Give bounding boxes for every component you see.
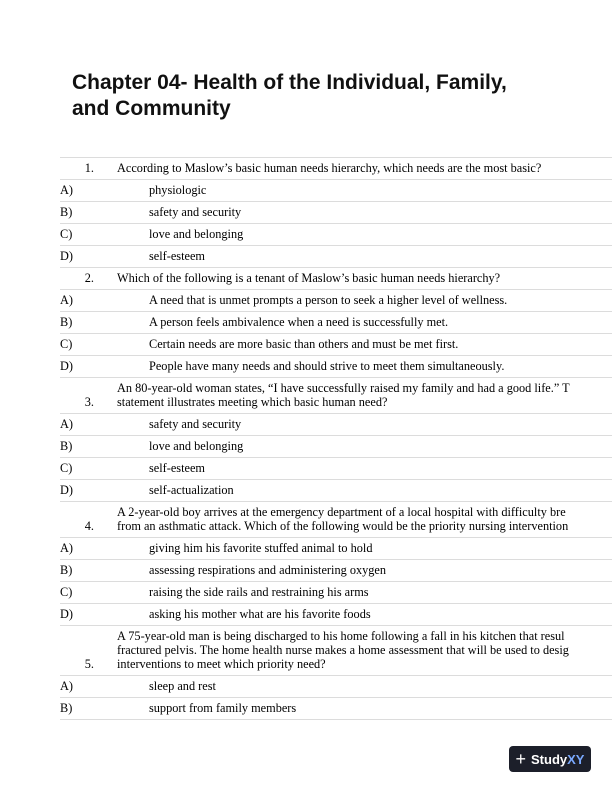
question-table bbox=[60, 157, 612, 720]
question-text-line: fractured pelvis. The home health nurse makes a home assessment that will be used to desig bbox=[117, 643, 569, 657]
question-text bbox=[117, 381, 570, 409]
option-row bbox=[60, 311, 612, 333]
option-row bbox=[60, 333, 612, 355]
option-label: C) bbox=[60, 461, 73, 475]
option-row bbox=[60, 179, 612, 201]
option-label: A) bbox=[60, 293, 73, 307]
question-row bbox=[60, 625, 612, 675]
option-row bbox=[60, 457, 612, 479]
option-label: A) bbox=[60, 541, 73, 555]
option-label: A) bbox=[60, 679, 73, 693]
question-text bbox=[117, 161, 541, 175]
option-label: C) bbox=[60, 337, 73, 351]
option-text: asking his mother what are his favorite foods bbox=[149, 607, 371, 621]
question-text bbox=[117, 505, 568, 533]
question-text-line: interventions to meet which priority need? bbox=[117, 657, 326, 671]
question-row bbox=[60, 267, 612, 289]
option-row bbox=[60, 537, 612, 559]
option-text: self-esteem bbox=[149, 461, 205, 475]
question-text-line: statement illustrates meeting which basic human need? bbox=[117, 395, 388, 409]
option-row bbox=[60, 413, 612, 435]
option-row bbox=[60, 603, 612, 625]
option-label: B) bbox=[60, 205, 73, 219]
question-row bbox=[60, 501, 612, 537]
option-row bbox=[60, 223, 612, 245]
option-label: D) bbox=[60, 483, 73, 497]
question-row bbox=[60, 157, 612, 179]
question-number: 5. bbox=[84, 657, 94, 671]
question-text bbox=[117, 629, 569, 671]
option-text: self-esteem bbox=[149, 249, 205, 263]
option-row bbox=[60, 559, 612, 581]
option-row bbox=[60, 675, 612, 697]
option-label: D) bbox=[60, 359, 73, 373]
option-label: B) bbox=[60, 439, 73, 453]
option-row bbox=[60, 697, 612, 720]
option-text: raising the side rails and restraining his arms bbox=[149, 585, 369, 599]
title-line-1: Chapter 04- Health of the Individual, Family, bbox=[72, 71, 507, 94]
question-text-line: Which of the following is a tenant of Maslow’s basic human needs hierarchy? bbox=[117, 271, 501, 285]
option-text: assessing respirations and administering oxygen bbox=[149, 563, 387, 577]
question-number: 2. bbox=[84, 271, 94, 285]
question-text-line: A 75-year-old man is being discharged to his home following a fall in his kitchen that resul bbox=[117, 629, 565, 643]
option-label: B) bbox=[60, 563, 73, 577]
option-text: safety and security bbox=[149, 417, 242, 431]
option-text: safety and security bbox=[149, 205, 242, 219]
option-row bbox=[60, 581, 612, 603]
option-text: Certain needs are more basic than others and must be met first. bbox=[149, 337, 459, 351]
studyxy-badge[interactable] bbox=[509, 746, 591, 772]
option-label: A) bbox=[60, 417, 73, 431]
option-text: A need that is unmet prompts a person to seek a higher level of wellness. bbox=[149, 293, 508, 307]
question-text-line: from an asthmatic attack. Which of the following would be the priority nursing intervention bbox=[117, 519, 569, 533]
option-text: love and belonging bbox=[149, 439, 244, 453]
option-text: love and belonging bbox=[149, 227, 244, 241]
question-text-line: A 2-year-old boy arrives at the emergency department of a local hospital with difficulty bre bbox=[117, 505, 566, 519]
option-row bbox=[60, 479, 612, 501]
option-label: D) bbox=[60, 249, 73, 263]
option-label: B) bbox=[60, 315, 73, 329]
question-number: 1. bbox=[84, 161, 94, 175]
option-text: A person feels ambivalence when a need is successfully met. bbox=[149, 315, 449, 329]
option-text: giving him his favorite stuffed animal to hold bbox=[149, 541, 373, 555]
question-number: 3. bbox=[84, 395, 94, 409]
question-row bbox=[60, 377, 612, 413]
option-text: physiologic bbox=[149, 183, 207, 197]
option-label: B) bbox=[60, 701, 73, 715]
option-row bbox=[60, 201, 612, 223]
option-label: C) bbox=[60, 585, 73, 599]
plus-icon: + bbox=[515, 749, 527, 769]
title-line-2: and Community bbox=[72, 97, 231, 120]
option-text: sleep and rest bbox=[149, 679, 216, 693]
option-row bbox=[60, 289, 612, 311]
option-row bbox=[60, 245, 612, 267]
option-label: A) bbox=[60, 183, 73, 197]
option-row bbox=[60, 435, 612, 457]
question-number: 4. bbox=[84, 519, 94, 533]
option-text: support from family members bbox=[149, 701, 297, 715]
page-title bbox=[72, 70, 572, 122]
badge-brand: Study bbox=[531, 751, 568, 767]
question-text bbox=[117, 271, 500, 285]
question-text-line: An 80-year-old woman states, “I have successfully raised my family and had a good life.” T bbox=[117, 381, 570, 395]
option-label: D) bbox=[60, 607, 73, 621]
option-label: C) bbox=[60, 227, 73, 241]
badge-brand-accent: XY bbox=[567, 751, 585, 767]
option-text: self-actualization bbox=[149, 483, 234, 497]
option-row bbox=[60, 355, 612, 377]
option-text: People have many needs and should strive to meet them simultaneously. bbox=[149, 359, 505, 373]
question-text-line: According to Maslow’s basic human needs hierarchy, which needs are the most basic? bbox=[117, 161, 542, 175]
